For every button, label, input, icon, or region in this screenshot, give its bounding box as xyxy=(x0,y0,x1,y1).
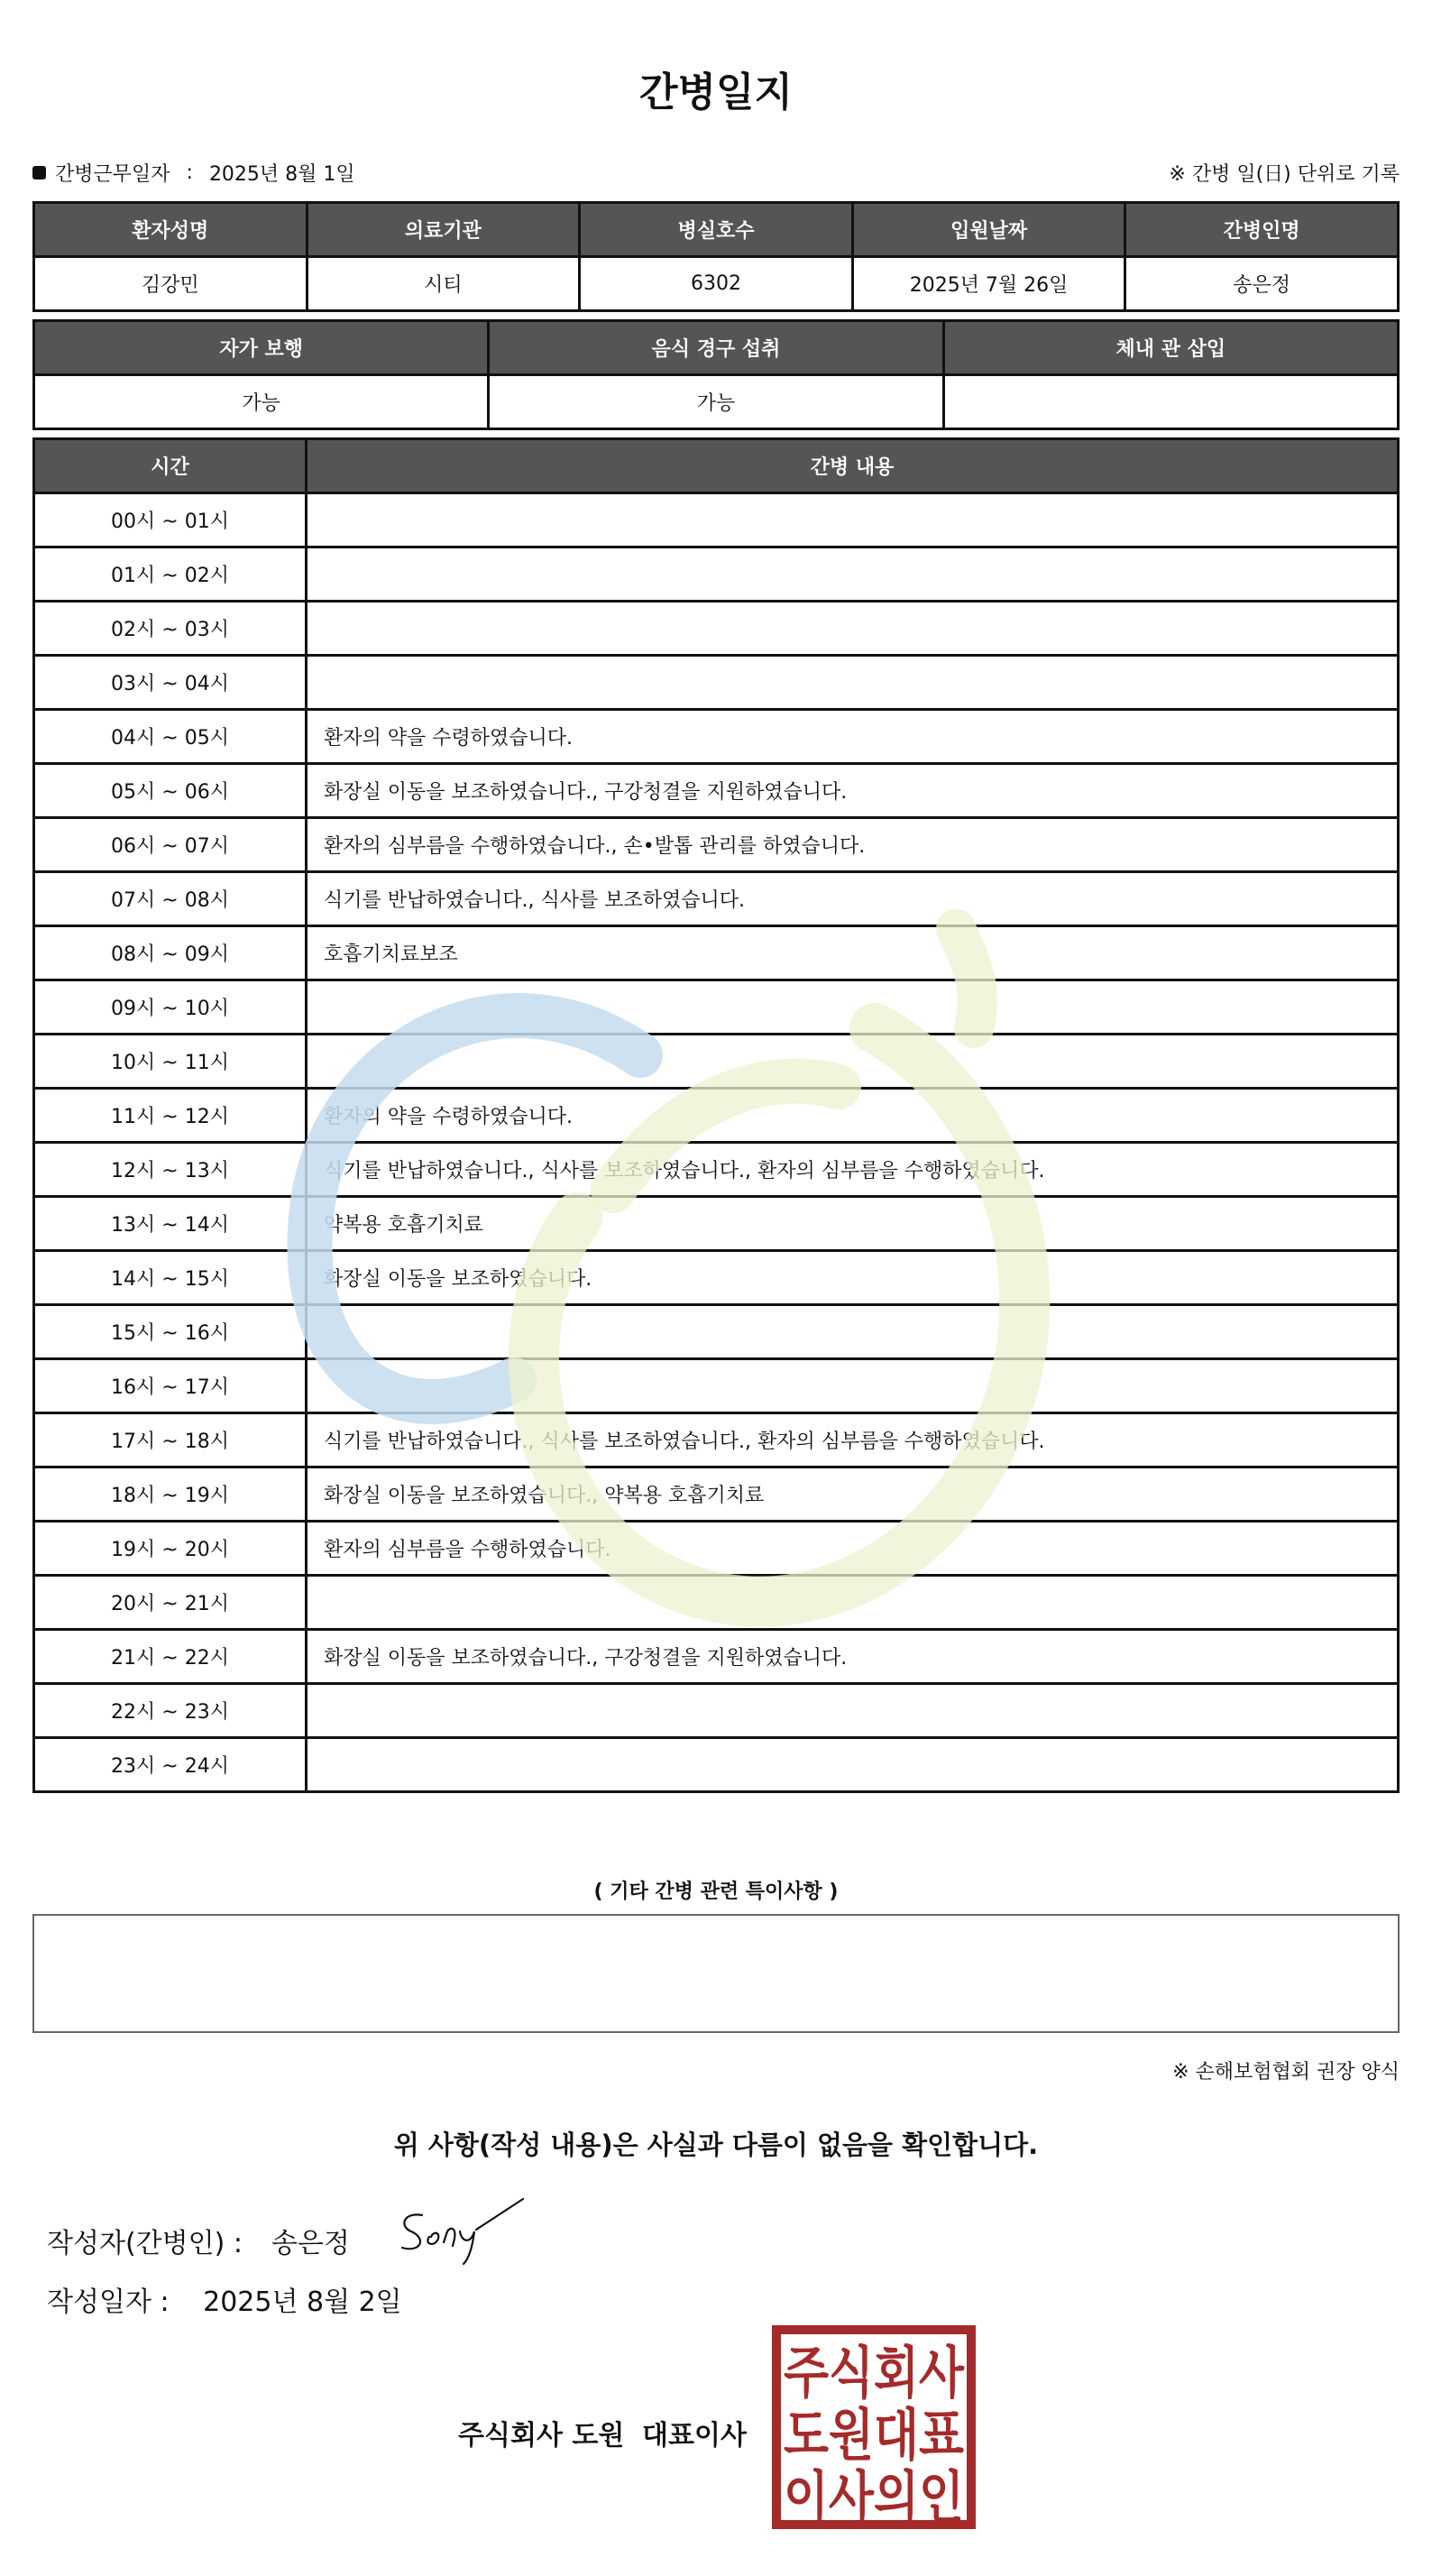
care-log-row xyxy=(34,1522,1399,1576)
care-content-cell: 화장실 이동을 보조하였습니다., 구강청결을 지원하였습니다. xyxy=(307,764,1399,818)
work-date-separator: : xyxy=(186,161,193,184)
care-content-cell xyxy=(307,1305,1399,1359)
care-content-cell: 약복용 호흡기치료 xyxy=(307,1197,1399,1251)
care-log-row xyxy=(34,1143,1399,1197)
care-content-cell: 환자의 약을 수령하였습니다. xyxy=(307,1089,1399,1143)
care-log-row xyxy=(34,1576,1399,1630)
ceo-title: 대표이사 xyxy=(642,2420,747,2452)
time-slot-cell: 20시 ~ 21시 xyxy=(34,1576,307,1630)
care-content-cell: 식기를 반납하였습니다., 식사를 보조하였습니다., 환자의 심부름을 수행하였습니다. xyxy=(307,1143,1399,1197)
care-log-row xyxy=(34,493,1399,547)
room-number-value: 6302 xyxy=(580,257,853,311)
care-log-row xyxy=(34,980,1399,1035)
time-header: 시간 xyxy=(34,439,307,493)
time-slot-cell: 06시 ~ 07시 xyxy=(34,818,307,872)
care-content-cell: 호흡기치료보조 xyxy=(307,926,1399,980)
written-date-value: 2025년 8월 2일 xyxy=(203,2286,402,2318)
page-title: 간병일지 xyxy=(638,69,793,115)
care-content-cell: 화장실 이동을 보조하였습니다. xyxy=(307,1251,1399,1305)
care-log-row xyxy=(34,1035,1399,1089)
svg-text:이사의인: 이사의인 xyxy=(784,2464,964,2530)
care-content-cell: 식기를 반납하였습니다., 식사를 보조하였습니다., 환자의 심부름을 수행하였습니다. xyxy=(307,1413,1399,1467)
time-slot-cell: 21시 ~ 22시 xyxy=(34,1630,307,1684)
time-slot-cell: 01시 ~ 02시 xyxy=(34,547,307,602)
time-slot-cell: 16시 ~ 17시 xyxy=(34,1359,307,1413)
care-log-row xyxy=(34,602,1399,656)
care-content-cell: 환자의 심부름을 수행하였습니다. xyxy=(307,1522,1399,1576)
time-slot-cell: 18시 ~ 19시 xyxy=(34,1467,307,1522)
room-number-header: 병실호수 xyxy=(580,203,853,257)
recommended-form-note: ※ 손해보험협회 권장 양식 xyxy=(1172,2061,1400,2084)
time-slot-cell: 09시 ~ 10시 xyxy=(34,980,307,1035)
care-content-cell: 환자의 심부름을 수행하였습니다., 손•발톱 관리를 하였습니다. xyxy=(307,818,1399,872)
work-date-row xyxy=(32,159,355,187)
admission-date-header: 입원날짜 xyxy=(852,203,1125,257)
patient-info-table xyxy=(32,201,1400,312)
handwritten-signature xyxy=(397,2195,532,2268)
care-log-row xyxy=(34,1359,1399,1413)
care-log-row xyxy=(34,547,1399,602)
writer-name: 송은정 xyxy=(271,2228,350,2259)
care-content-cell: 환자의 약을 수령하였습니다. xyxy=(307,710,1399,764)
care-log-row xyxy=(34,1305,1399,1359)
care-log-table xyxy=(32,437,1400,1793)
patient-status-table xyxy=(32,319,1400,430)
care-content-cell xyxy=(307,547,1399,602)
time-slot-cell: 03시 ~ 04시 xyxy=(34,656,307,710)
writer-label: 작성자(간병인) : xyxy=(47,2228,243,2259)
work-date-label: 간병근무일자 xyxy=(55,163,170,186)
time-slot-cell: 07시 ~ 08시 xyxy=(34,872,307,926)
company-seal-stamp xyxy=(772,2325,976,2529)
caregiver-name-value: 송은정 xyxy=(1125,257,1399,311)
time-slot-cell: 02시 ~ 03시 xyxy=(34,602,307,656)
time-slot-cell: 23시 ~ 24시 xyxy=(34,1738,307,1792)
time-slot-cell: 12시 ~ 13시 xyxy=(34,1143,307,1197)
care-log-row xyxy=(34,1413,1399,1467)
care-log-row xyxy=(34,1684,1399,1738)
hospital-header: 의료기관 xyxy=(307,203,580,257)
care-log-row xyxy=(34,1467,1399,1522)
care-log-row xyxy=(34,926,1399,980)
care-log-row xyxy=(34,818,1399,872)
status-header-row xyxy=(34,321,1399,375)
care-content-cell xyxy=(307,1738,1399,1792)
care-log-row xyxy=(34,1197,1399,1251)
care-content-cell xyxy=(307,656,1399,710)
confirmation-statement: 위 사항(작성 내용)은 사실과 다름이 없음을 확인합니다. xyxy=(393,2130,1039,2160)
time-slot-cell: 22시 ~ 23시 xyxy=(34,1684,307,1738)
bullet-icon xyxy=(32,166,46,179)
care-log-header-row xyxy=(34,439,1399,493)
time-slot-cell: 14시 ~ 15시 xyxy=(34,1251,307,1305)
time-slot-cell: 13시 ~ 14시 xyxy=(34,1197,307,1251)
care-content-cell xyxy=(307,1359,1399,1413)
self-walking-header: 자가 보행 xyxy=(34,321,489,375)
care-content-cell: 화장실 이동을 보조하였습니다., 약복용 호흡기치료 xyxy=(307,1467,1399,1522)
care-log-row xyxy=(34,872,1399,926)
work-date-value: 2025년 8월 1일 xyxy=(208,163,355,186)
care-content-header: 간병 내용 xyxy=(307,439,1399,493)
caregiver-name-header: 간병인명 xyxy=(1125,203,1399,257)
care-log-row xyxy=(34,1738,1399,1792)
time-slot-cell: 15시 ~ 16시 xyxy=(34,1305,307,1359)
time-slot-cell: 19시 ~ 20시 xyxy=(34,1522,307,1576)
care-log-row xyxy=(34,1630,1399,1684)
time-slot-cell: 17시 ~ 18시 xyxy=(34,1413,307,1467)
time-slot-cell: 05시 ~ 06시 xyxy=(34,764,307,818)
time-slot-cell: 00시 ~ 01시 xyxy=(34,493,307,547)
patient-info-value-row xyxy=(34,257,1399,311)
care-content-cell: 식기를 반납하였습니다., 식사를 보조하였습니다. xyxy=(307,872,1399,926)
care-content-cell xyxy=(307,1576,1399,1630)
care-log-row xyxy=(34,1089,1399,1143)
svg-text:도원대표: 도원대표 xyxy=(784,2402,965,2468)
care-content-cell xyxy=(307,602,1399,656)
care-log-row xyxy=(34,764,1399,818)
hospital-value: 시티 xyxy=(307,257,580,311)
patient-info-header-row xyxy=(34,203,1399,257)
tube-insertion-value xyxy=(943,375,1398,429)
written-date-label: 작성일자 : xyxy=(47,2286,170,2318)
special-notes-title: ( 기타 간병 관련 특이사항 ) xyxy=(593,1881,839,1903)
care-content-cell xyxy=(307,493,1399,547)
time-slot-cell: 08시 ~ 09시 xyxy=(34,926,307,980)
care-content-cell: 화장실 이동을 보조하였습니다., 구강청결을 지원하였습니다. xyxy=(307,1630,1399,1684)
writer-row xyxy=(47,2213,532,2268)
care-log-row xyxy=(34,656,1399,710)
company-name: 주식회사 도원 xyxy=(458,2420,625,2452)
care-log-body xyxy=(34,493,1399,1792)
care-content-cell xyxy=(307,980,1399,1035)
oral-intake-value: 가능 xyxy=(489,375,943,429)
special-notes-box xyxy=(32,1914,1400,2033)
self-walking-value: 가능 xyxy=(34,375,489,429)
daily-record-note: ※ 간병 일(日) 단위로 기록 xyxy=(1169,163,1400,186)
care-log-row xyxy=(34,710,1399,764)
time-slot-cell: 10시 ~ 11시 xyxy=(34,1035,307,1089)
time-slot-cell: 11시 ~ 12시 xyxy=(34,1089,307,1143)
care-log-row xyxy=(34,1251,1399,1305)
care-content-cell xyxy=(307,1035,1399,1089)
care-content-cell xyxy=(307,1684,1399,1738)
patient-name-value: 김강민 xyxy=(34,257,308,311)
patient-name-header: 환자성명 xyxy=(34,203,308,257)
oral-intake-header: 음식 경구 섭취 xyxy=(489,321,943,375)
admission-date-value: 2025년 7월 26일 xyxy=(852,257,1125,311)
status-value-row xyxy=(34,375,1399,429)
written-date-row xyxy=(47,2279,402,2319)
time-slot-cell: 04시 ~ 05시 xyxy=(34,710,307,764)
svg-text:주식회사: 주식회사 xyxy=(784,2340,965,2406)
tube-insertion-header: 체내 관 삽입 xyxy=(943,321,1398,375)
